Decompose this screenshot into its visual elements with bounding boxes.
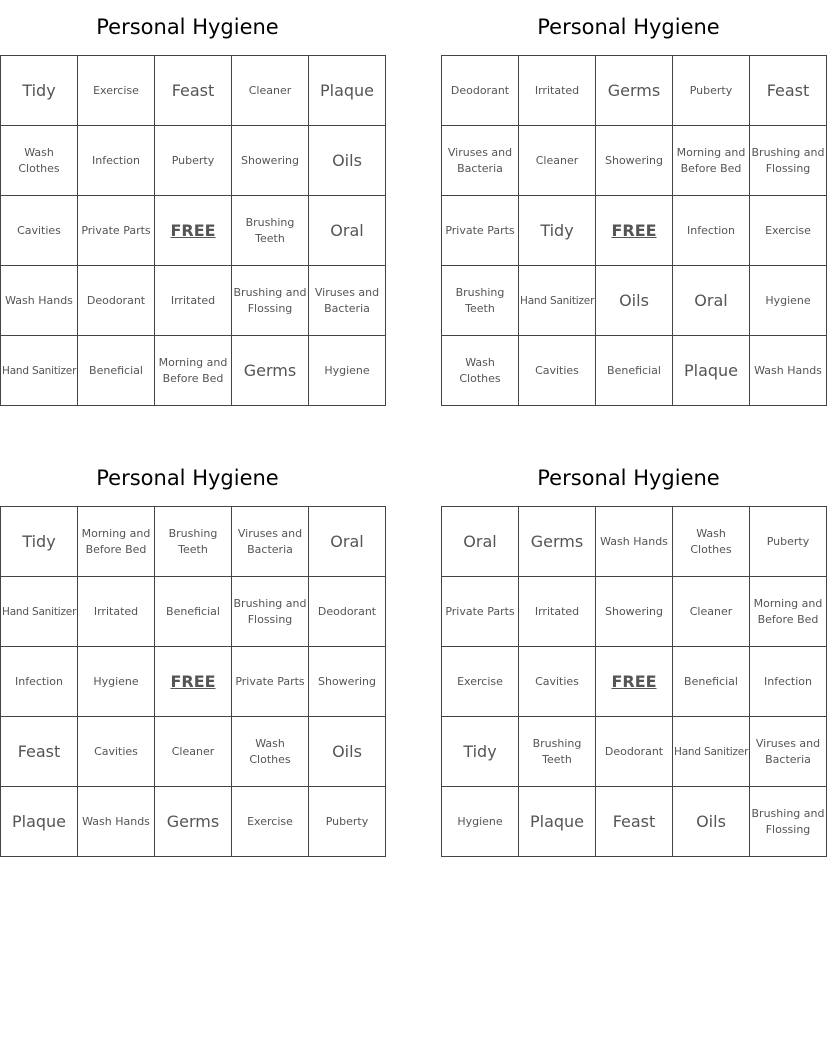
grid-row (1, 577, 386, 647)
bingo-card-3 (0, 451, 375, 857)
grid-row (442, 266, 827, 336)
bingo-cell: Brushing and Flossing (232, 577, 309, 647)
grid-row (442, 507, 827, 577)
bingo-cell: Private Parts (442, 577, 519, 647)
bingo-cell: Oral (442, 507, 519, 577)
bingo-cell: Morning and Before Bed (155, 336, 232, 406)
bingo-cell: Wash Clothes (232, 717, 309, 787)
bingo-cell: Tidy (1, 56, 78, 126)
card-title: Personal Hygiene (537, 466, 720, 490)
bingo-cell: Oils (673, 787, 750, 857)
grid-row (442, 336, 827, 406)
bingo-cell: Beneficial (673, 647, 750, 717)
bingo-cell: Hand Sanitizer (1, 577, 78, 647)
bingo-cell: Plaque (519, 787, 596, 857)
bingo-cell: Private Parts (442, 196, 519, 266)
free-space: FREE (596, 196, 673, 266)
bingo-cell: Cleaner (519, 126, 596, 196)
bingo-card-1 (0, 0, 380, 406)
bingo-cell: Showering (596, 126, 673, 196)
grid-row (1, 196, 386, 266)
bingo-cell: Exercise (78, 56, 155, 126)
bingo-cell: Germs (155, 787, 232, 857)
bingo-cell: Infection (78, 126, 155, 196)
bingo-grid (0, 506, 386, 857)
bingo-cell: Brushing and Flossing (750, 126, 827, 196)
grid-row (1, 787, 386, 857)
bingo-cell: Irritated (155, 266, 232, 336)
bingo-cell: Puberty (309, 787, 386, 857)
bingo-cell: Wash Hands (596, 507, 673, 577)
bingo-cell: Irritated (78, 577, 155, 647)
bingo-cell: Beneficial (78, 336, 155, 406)
bingo-cell: Brushing and Flossing (232, 266, 309, 336)
bingo-cell: Viruses and Bacteria (442, 126, 519, 196)
bingo-cell: Feast (1, 717, 78, 787)
bingo-cell: Deodorant (596, 717, 673, 787)
bingo-cell: Wash Clothes (1, 126, 78, 196)
bingo-cell: Feast (596, 787, 673, 857)
bingo-cell: Germs (232, 336, 309, 406)
free-space: FREE (596, 647, 673, 717)
bingo-cell: Wash Hands (750, 336, 827, 406)
bingo-cell: Viruses and Bacteria (232, 507, 309, 577)
bingo-cell: Viruses and Bacteria (750, 717, 827, 787)
grid-row (442, 196, 827, 266)
card-title: Personal Hygiene (537, 15, 720, 39)
bingo-cell: Oral (309, 507, 386, 577)
bingo-cell: Hand Sanitizer (1, 336, 78, 406)
bingo-cell: Irritated (519, 56, 596, 126)
bingo-cell: Oils (596, 266, 673, 336)
bingo-cell: Tidy (442, 717, 519, 787)
bingo-cell: Cavities (519, 336, 596, 406)
bingo-cell: Cleaner (673, 577, 750, 647)
bingo-cell: Germs (519, 507, 596, 577)
bingo-cell: Infection (1, 647, 78, 717)
bingo-cell: Hygiene (750, 266, 827, 336)
bingo-cell: Cavities (1, 196, 78, 266)
grid-row (442, 126, 827, 196)
bingo-cell: Beneficial (155, 577, 232, 647)
bingo-cell: Cavities (78, 717, 155, 787)
card-title: Personal Hygiene (96, 466, 279, 490)
bingo-cell: Exercise (232, 787, 309, 857)
bingo-cell: Tidy (1, 507, 78, 577)
bingo-card-2 (441, 0, 825, 406)
bingo-cell: Private Parts (232, 647, 309, 717)
bingo-cell: Wash Clothes (442, 336, 519, 406)
grid-row (442, 577, 827, 647)
bingo-cell: Morning and Before Bed (673, 126, 750, 196)
grid-row (1, 266, 386, 336)
grid-row (442, 717, 827, 787)
bingo-cell: Plaque (673, 336, 750, 406)
bingo-cell: Oils (309, 717, 386, 787)
bingo-grid (441, 55, 827, 406)
bingo-cell: Deodorant (78, 266, 155, 336)
grid-row (442, 647, 827, 717)
bingo-cell: Deodorant (442, 56, 519, 126)
bingo-cell: Exercise (750, 196, 827, 266)
bingo-cell: Cleaner (232, 56, 309, 126)
grid-row (1, 647, 386, 717)
grid-row (1, 126, 386, 196)
bingo-cell: Infection (750, 647, 827, 717)
bingo-cell: Feast (155, 56, 232, 126)
bingo-cell: Morning and Before Bed (750, 577, 827, 647)
bingo-cell: Viruses and Bacteria (309, 266, 386, 336)
bingo-cell: Private Parts (78, 196, 155, 266)
bingo-cell: Hand Sanitizer (519, 266, 596, 336)
bingo-cell: Cleaner (155, 717, 232, 787)
bingo-cell: Wash Hands (78, 787, 155, 857)
grid-row (1, 507, 386, 577)
bingo-card-4 (441, 451, 825, 857)
bingo-cell: Puberty (750, 507, 827, 577)
bingo-cell: Cavities (519, 647, 596, 717)
bingo-cell: Hygiene (309, 336, 386, 406)
bingo-grid (441, 506, 827, 857)
bingo-cell: Oils (309, 126, 386, 196)
free-space: FREE (155, 196, 232, 266)
bingo-grid (0, 55, 386, 406)
bingo-cell: Plaque (1, 787, 78, 857)
bingo-cell: Brushing Teeth (232, 196, 309, 266)
bingo-cell: Feast (750, 56, 827, 126)
bingo-cell: Beneficial (596, 336, 673, 406)
grid-row (1, 56, 386, 126)
bingo-cell: Hygiene (442, 787, 519, 857)
bingo-cell: Brushing Teeth (442, 266, 519, 336)
bingo-cell: Showering (232, 126, 309, 196)
bingo-cell: Germs (596, 56, 673, 126)
bingo-cell: Brushing Teeth (519, 717, 596, 787)
grid-row (442, 787, 827, 857)
grid-row (1, 336, 386, 406)
bingo-cell: Hand Sanitizer (673, 717, 750, 787)
free-space: FREE (155, 647, 232, 717)
bingo-cell: Brushing Teeth (155, 507, 232, 577)
bingo-cell: Showering (596, 577, 673, 647)
grid-row (1, 717, 386, 787)
bingo-cell: Wash Hands (1, 266, 78, 336)
bingo-cell: Showering (309, 647, 386, 717)
bingo-cell: Irritated (519, 577, 596, 647)
bingo-cell: Infection (673, 196, 750, 266)
bingo-cell: Oral (309, 196, 386, 266)
bingo-cell: Wash Clothes (673, 507, 750, 577)
grid-row (442, 56, 827, 126)
bingo-cell: Brushing and Flossing (750, 787, 827, 857)
bingo-cell: Tidy (519, 196, 596, 266)
bingo-cell: Hygiene (78, 647, 155, 717)
bingo-cell: Oral (673, 266, 750, 336)
card-title: Personal Hygiene (96, 15, 279, 39)
bingo-cell: Puberty (155, 126, 232, 196)
bingo-cell: Puberty (673, 56, 750, 126)
bingo-cell: Deodorant (309, 577, 386, 647)
bingo-cell: Plaque (309, 56, 386, 126)
bingo-cell: Morning and Before Bed (78, 507, 155, 577)
bingo-cell: Exercise (442, 647, 519, 717)
